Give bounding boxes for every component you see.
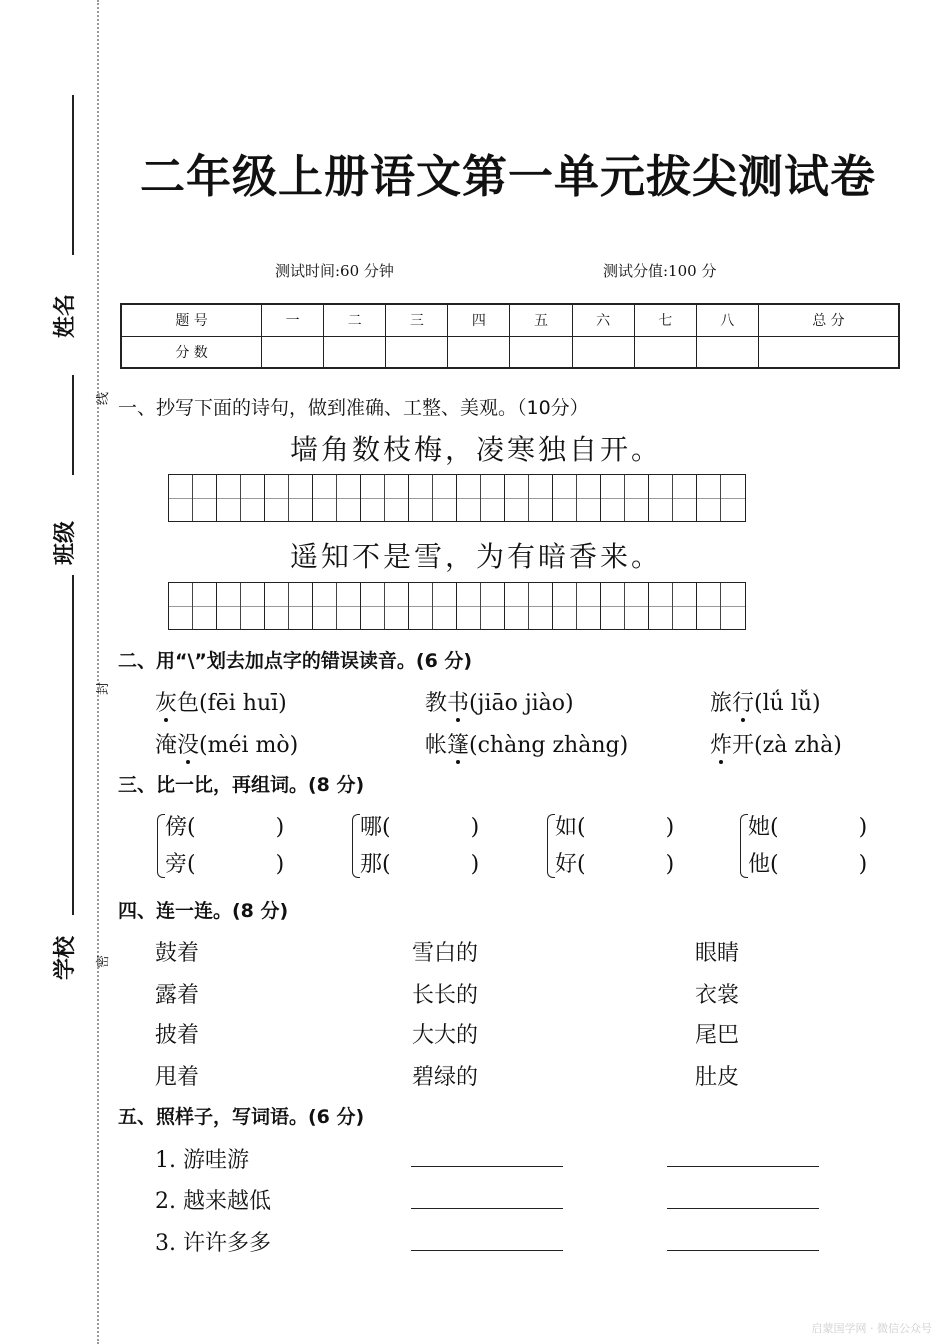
grid-cell[interactable]: [169, 475, 193, 521]
score-cell[interactable]: [386, 336, 448, 368]
score-header-cell: 一: [262, 304, 324, 336]
score-header-cell: 七: [634, 304, 696, 336]
match-right[interactable]: 眼睛: [695, 941, 740, 966]
poem-line-2: 遥知不是雪，为有暗香来。: [290, 540, 663, 573]
grid-cell[interactable]: [577, 583, 601, 629]
score-header-cell: 八: [696, 304, 758, 336]
score-cell[interactable]: [510, 336, 572, 368]
grid-cell[interactable]: [649, 475, 673, 521]
pinyin-item: [710, 686, 821, 717]
match-left[interactable]: 鼓着: [155, 941, 200, 966]
grid-cell[interactable]: [625, 583, 649, 629]
test-time: 测试时间:60 分钟: [275, 262, 394, 280]
pinyin-item: [155, 728, 298, 759]
dotted-char: 灰: [155, 691, 178, 716]
grid-cell[interactable]: [289, 583, 313, 629]
match-right[interactable]: 衣裳: [695, 983, 740, 1008]
page-title: 二年级上册语文第一单元拔尖测试卷: [140, 150, 877, 203]
grid-cell[interactable]: [457, 475, 481, 521]
grid-cell[interactable]: [601, 583, 625, 629]
match-left[interactable]: 甩着: [155, 1065, 200, 1090]
test-score: 测试分值:100 分: [603, 262, 717, 280]
example-word: 1. 游哇游: [155, 1148, 249, 1173]
pinyin-item: [710, 728, 842, 759]
answer-blank[interactable]: [667, 1208, 819, 1209]
grid-cell[interactable]: [625, 475, 649, 521]
score-cell[interactable]: [324, 336, 386, 368]
dotted-char: 书: [447, 691, 470, 716]
copy-grid-2[interactable]: [168, 582, 746, 630]
brace: [547, 814, 555, 878]
grid-cell[interactable]: [697, 475, 721, 521]
section-5-heading: 五、照样子，写词语。(6 分): [118, 1106, 365, 1128]
score-table-value-row: [121, 336, 899, 368]
grid-cell[interactable]: [529, 475, 553, 521]
pinyin-options[interactable]: (jiāo jiào): [469, 691, 574, 716]
grid-cell[interactable]: [697, 583, 721, 629]
school-underline: [72, 575, 74, 915]
grid-cell[interactable]: [241, 475, 265, 521]
grid-cell[interactable]: [265, 583, 289, 629]
name-underline: [72, 95, 74, 255]
score-cell[interactable]: [758, 336, 899, 368]
compare-top[interactable]: 如( ): [555, 815, 675, 840]
compare-bottom[interactable]: 好( ): [555, 852, 675, 877]
dotted-char: 行: [732, 691, 755, 716]
binding-dotted-line: [97, 0, 99, 1344]
score-cell[interactable]: [448, 336, 510, 368]
grid-cell[interactable]: [337, 475, 361, 521]
compare-top[interactable]: 哪( ): [360, 815, 480, 840]
char: 帐: [425, 733, 448, 758]
answer-blank[interactable]: [667, 1250, 819, 1251]
margin-mark-seal: 封: [96, 681, 111, 695]
match-middle[interactable]: 雪白的: [412, 941, 479, 966]
school-label: 学校: [53, 935, 78, 980]
grid-cell[interactable]: [481, 475, 505, 521]
grid-cell[interactable]: [433, 475, 457, 521]
grid-cell[interactable]: [553, 583, 577, 629]
char: 淹: [155, 733, 178, 758]
grid-cell[interactable]: [241, 583, 265, 629]
score-header-cell: 二: [324, 304, 386, 336]
grid-cell[interactable]: [673, 583, 697, 629]
margin-mark-line: 线: [96, 391, 111, 405]
compare-pair: [165, 810, 284, 878]
section-2-heading: 二、用“\”划去加点字的错误读音。(6 分): [118, 650, 473, 672]
copy-grid-1[interactable]: [168, 474, 746, 522]
pinyin-item: [155, 686, 287, 717]
dotted-char: 炸: [710, 733, 733, 758]
compare-pair: [555, 810, 674, 878]
grid-cell[interactable]: [217, 475, 241, 521]
answer-blank[interactable]: [411, 1166, 563, 1167]
pinyin-options[interactable]: (fēi huī): [199, 691, 287, 716]
brace: [352, 814, 360, 878]
score-header-cell: 题 号: [121, 304, 262, 336]
score-header-cell: 四: [448, 304, 510, 336]
score-header-cell: 总 分: [758, 304, 899, 336]
section-1-heading: 一、抄写下面的诗句，做到准确、工整、美观。（10分）: [118, 397, 589, 419]
grid-cell[interactable]: [505, 475, 529, 521]
match-right[interactable]: 尾巴: [695, 1023, 740, 1048]
char: 教: [425, 691, 448, 716]
example-word: 2. 越来越低: [155, 1189, 271, 1214]
pinyin-item: [425, 728, 628, 759]
score-cell[interactable]: [572, 336, 634, 368]
grid-cell[interactable]: [721, 583, 745, 629]
grid-cell[interactable]: [169, 583, 193, 629]
match-right[interactable]: 肚皮: [695, 1065, 740, 1090]
compare-bottom[interactable]: 那( ): [360, 852, 480, 877]
char: 旅: [710, 691, 733, 716]
compare-pair: [748, 810, 867, 878]
grid-cell[interactable]: [361, 475, 385, 521]
score-table-header-row: [121, 304, 899, 336]
compare-pair: [360, 810, 479, 878]
grid-cell[interactable]: [673, 475, 697, 521]
grid-cell[interactable]: [601, 475, 625, 521]
watermark: 启蒙国学网 · 微信公众号: [811, 1322, 932, 1335]
grid-cell[interactable]: [313, 475, 337, 521]
section-4-heading: 四、连一连。(8 分): [118, 900, 289, 922]
grid-cell[interactable]: [649, 583, 673, 629]
grid-cell[interactable]: [409, 475, 433, 521]
grid-cell[interactable]: [361, 583, 385, 629]
pinyin-options[interactable]: (lǘ lǚ): [754, 691, 821, 716]
pinyin-options[interactable]: (chàng zhàng): [469, 733, 629, 758]
match-middle[interactable]: 长长的: [412, 983, 479, 1008]
brace: [157, 814, 165, 878]
grid-cell[interactable]: [481, 583, 505, 629]
match-left[interactable]: 露着: [155, 983, 200, 1008]
match-middle[interactable]: 大大的: [412, 1023, 479, 1048]
grid-cell[interactable]: [193, 583, 217, 629]
grid-cell[interactable]: [313, 583, 337, 629]
dotted-char: 篷: [447, 733, 470, 758]
grid-cell[interactable]: [289, 475, 313, 521]
score-table: [120, 303, 900, 369]
grid-cell[interactable]: [217, 583, 241, 629]
pinyin-item: [425, 686, 574, 717]
brace: [740, 814, 748, 878]
margin-mark-secret: 密: [96, 954, 111, 968]
match-left[interactable]: 披着: [155, 1023, 200, 1048]
compare-bottom[interactable]: 他( ): [748, 852, 868, 877]
grid-cell[interactable]: [433, 583, 457, 629]
grid-cell[interactable]: [577, 475, 601, 521]
grid-cell[interactable]: [337, 583, 361, 629]
grid-cell[interactable]: [193, 475, 217, 521]
dotted-char: 没: [177, 733, 200, 758]
poem-line-1: 墙角数枝梅，凌寒独自开。: [290, 433, 663, 466]
score-header-cell: 五: [510, 304, 572, 336]
compare-bottom[interactable]: 旁( ): [165, 852, 285, 877]
score-row-label: 分 数: [121, 336, 262, 368]
name-label: 姓名: [53, 293, 78, 338]
class-underline-top: [72, 375, 74, 475]
class-label: 班级: [53, 520, 78, 565]
example-word: 3. 许许多多: [155, 1231, 271, 1256]
char: 色: [177, 691, 200, 716]
match-middle[interactable]: 碧绿的: [412, 1065, 479, 1090]
answer-blank[interactable]: [411, 1208, 563, 1209]
pinyin-options[interactable]: (méi mò): [199, 733, 299, 758]
grid-cell[interactable]: [409, 583, 433, 629]
grid-cell[interactable]: [385, 583, 409, 629]
grid-cell[interactable]: [265, 475, 289, 521]
grid-cell[interactable]: [385, 475, 409, 521]
grid-cell[interactable]: [529, 583, 553, 629]
compare-top[interactable]: 她( ): [748, 815, 868, 840]
score-cell[interactable]: [634, 336, 696, 368]
grid-cell[interactable]: [553, 475, 577, 521]
char: 开: [732, 733, 755, 758]
grid-cell[interactable]: [721, 475, 745, 521]
grid-cell[interactable]: [457, 583, 481, 629]
score-header-cell: 六: [572, 304, 634, 336]
answer-blank[interactable]: [667, 1166, 819, 1167]
pinyin-options[interactable]: (zà zhà): [754, 733, 842, 758]
answer-blank[interactable]: [411, 1250, 563, 1251]
score-cell[interactable]: [262, 336, 324, 368]
compare-top[interactable]: 傍( ): [165, 815, 285, 840]
grid-cell[interactable]: [505, 583, 529, 629]
score-cell[interactable]: [696, 336, 758, 368]
section-3-heading: 三、比一比，再组词。(8 分): [118, 774, 365, 796]
score-header-cell: 三: [386, 304, 448, 336]
